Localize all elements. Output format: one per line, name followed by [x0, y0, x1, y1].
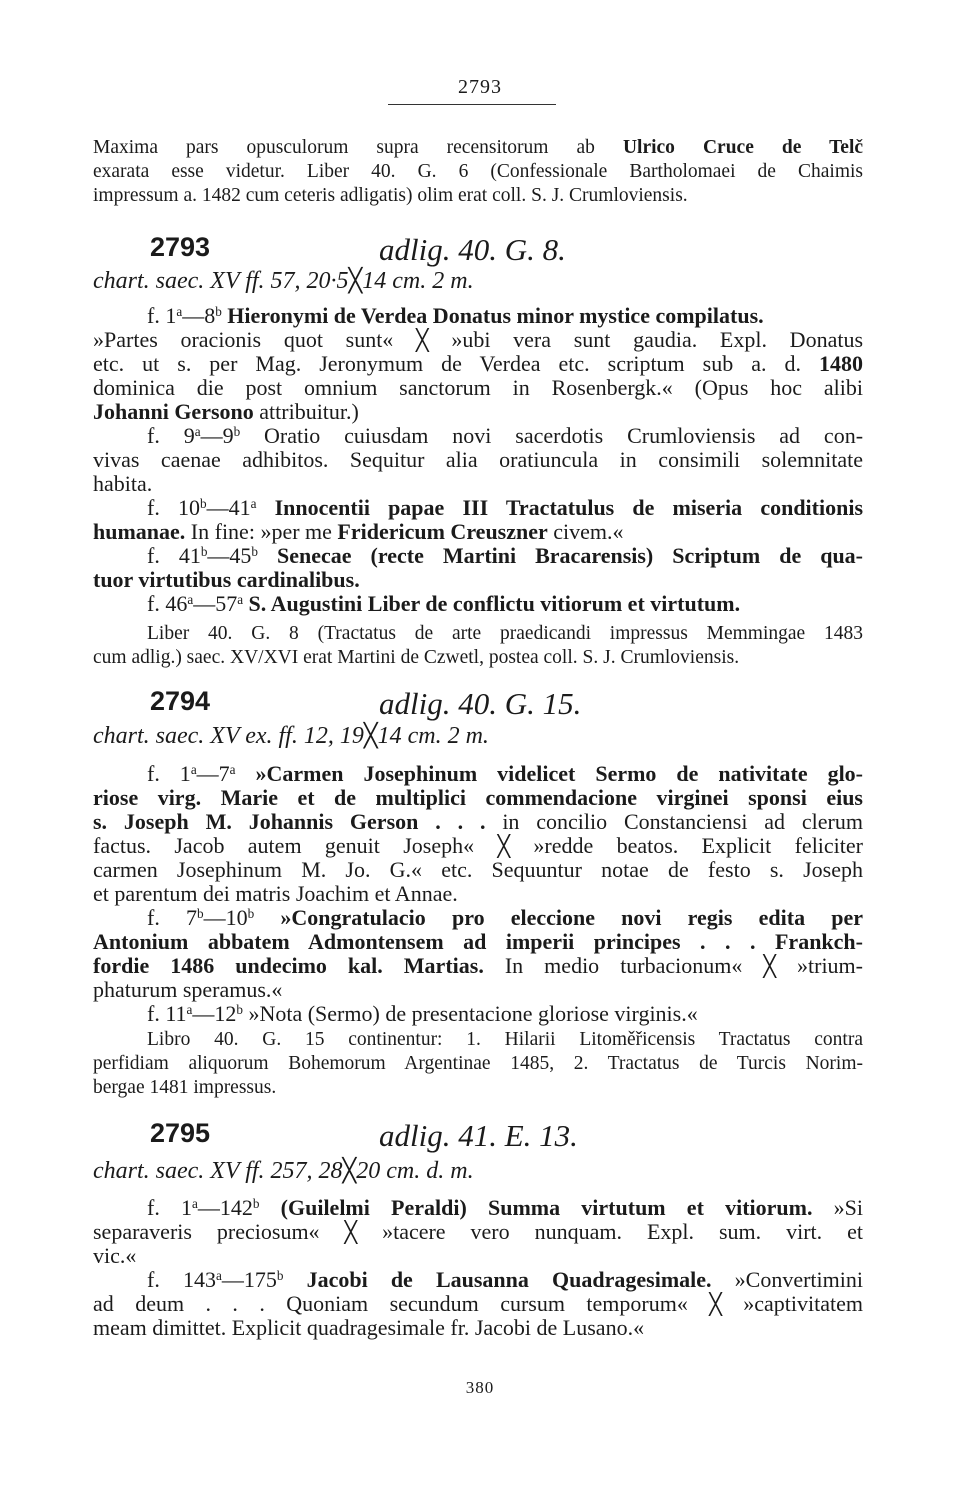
entry-body-2795 [93, 1196, 863, 1340]
text-line: Libro 40. G. 15 continentur: 1. Hilarii Litoměřicensis Tractatus contra [147, 1029, 863, 1050]
text-line: f. 143$^a$—175$^b$ Jacobi de Lausanna Quadragesimale. »Convertimini [147, 1268, 863, 1292]
text-line: etc. ut s. per Mag. Jeronymum de Verdea etc. scriptum sub a. d. 1480 [93, 352, 863, 376]
header-rule [388, 104, 556, 105]
text-line: Johanni Gersono attribuitur.) [93, 400, 359, 424]
text-line: humanae. In fine: »per me Fridericum Creuszner civem.« [93, 520, 624, 544]
entry-body-2794 [93, 762, 863, 1026]
entry-number: 2794 [150, 686, 211, 716]
text-line: impressum a. 1482 cum ceteris adligatis) olim erat coll. S. J. Crumloviensis. [93, 185, 688, 206]
omission-cross-icon: ╳ [416, 328, 429, 352]
entry-note-2793 [93, 622, 863, 670]
text-line: f. 11$^a$—12$^b$ »Nota (Sermo) de presentacione gloriose virginis.« [147, 1002, 698, 1026]
physical-description: chart. saec. XV ff. 257, 28╳20 cm. d. m. [93, 1158, 474, 1184]
omission-cross-icon: ╳ [709, 1292, 722, 1316]
text-line: dominica die post omnium sanctorum in Rosenbergk.« (Opus hoc alibi [93, 376, 863, 400]
text-line: bergae 1481 impressus. [93, 1077, 277, 1098]
text-line: separaveris preciosum« ╳ »tacere vero nunquam. Expl. sum. virt. et [93, 1220, 863, 1244]
physical-description: chart. saec. XV ex. ff. 12, 19╳14 cm. 2 m. [93, 723, 489, 749]
text-line: riose virg. Marie et de multiplici commendacione virginei sponsi eius [93, 786, 863, 810]
dimension-cross-icon: ╳ [363, 723, 378, 749]
omission-cross-icon: ╳ [763, 954, 776, 978]
text-line: perfidiam aliquorum Bohemorum Argentinae 1485, 2. Tractatus de Turcis Norim- [93, 1053, 863, 1074]
text-line: exarata esse videtur. Liber 40. G. 6 (Confessionale Bartholomaei de Chaimis [93, 161, 863, 182]
text-line: cum adlig.) saec. XV/XVI erat Martini de Czwetl, postea coll. S. J. Crumloviensis. [93, 647, 740, 668]
entry-note-2794 [93, 1028, 863, 1100]
text-line: tuor virtutibus cardinalibus. [93, 568, 360, 592]
text-line: f. 1$^a$—8$^b$ Hieronymi de Verdea Donatus minor mystice compilatus. [147, 304, 764, 328]
folio-number: 380 [465, 1378, 495, 1397]
running-head: 2793 [458, 76, 502, 98]
entry-number: 2793 [150, 232, 211, 262]
dimension-cross-icon: ╳ [348, 268, 363, 294]
text-line: factus. Jacob autem genuit Joseph« ╳ »redde beatos. Explicit feliciter [93, 834, 863, 858]
shelfmark: adlig. 40. G. 8. [379, 232, 566, 267]
shelfmark: adlig. 41. E. 13. [379, 1118, 578, 1153]
text-line: f. 46$^a$—57$^a$ S. Augustini Liber de conflictu vitiorum et virtutum. [147, 592, 741, 616]
text-line: ad deum . . . Quoniam secundum cursum temporum« ╳ »captivitatem [93, 1292, 863, 1316]
entry-heading-2795 [93, 1118, 863, 1158]
text-line: s. Joseph M. Johannis Gerson . . . in concilio Constanciensi ad clerum [93, 810, 863, 834]
text-line: Maxima pars opusculorum supra recensitorum ab Ulrico Cruce de Telč [93, 137, 863, 158]
text-line: vivas caenae adhibitos. Sequitur alia oratiuncula in consimili solemnitate [93, 448, 863, 472]
text-line: meam dimittet. Explicit quadragesimale fr. Jacobi de Lusano.« [93, 1316, 645, 1340]
omission-cross-icon: ╳ [344, 1220, 358, 1244]
text-line: Liber 40. G. 8 (Tractatus de arte praedicandi impressus Memmingae 1483 [147, 623, 863, 644]
text-line: f. 7$^b$—10$^b$ »Congratulacio pro eleccione novi regis edita per [147, 906, 863, 930]
omission-cross-icon: ╳ [497, 834, 511, 858]
text-line: et parentum dei matris Joachim et Annae. [93, 882, 458, 906]
text-line: f. 10$^b$—41$^a$ Innocentii papae III Tractatulus de miseria conditionis [147, 496, 863, 520]
text-line: habita. [93, 472, 153, 496]
entry-heading-2794 [93, 686, 863, 726]
text-line: »Partes oracionis quot sunt« ╳ »ubi vera sunt gaudia. Expl. Donatus [93, 328, 863, 352]
text-line: f. 1$^a$—142$^b$ (Guilelmi Peraldi) Summa virtutum et vitiorum. »Si [147, 1196, 863, 1220]
text-line: carmen Josephinum M. Jo. G.« etc. Sequuntur notae de festo s. Joseph [93, 858, 863, 882]
text-line: f. 1$^a$—7$^a$ »Carmen Josephinum videlicet Sermo de nativitate glo- [147, 762, 863, 786]
text-line: phaturum speramus.« [93, 978, 283, 1002]
text-line: fordie 1486 undecimo kal. Martias. In medio turbacionum« ╳ »trium- [93, 954, 863, 978]
entry-number: 2795 [150, 1118, 211, 1148]
text-line: f. 41$^b$—45$^b$ Senecae (recte Martini Bracarensis) Scriptum de qua- [147, 544, 863, 568]
text-line: Antonium abbatem Admontensem ad imperii principes . . . Frankch- [93, 930, 863, 954]
intro-paragraph [93, 136, 863, 208]
entry-body-2793 [93, 304, 863, 616]
text-line: f. 9$^a$—9$^b$ Oratio cuiusdam novi sacerdotis Crumloviensis ad con- [147, 424, 863, 448]
shelfmark: adlig. 40. G. 15. [379, 686, 582, 721]
physical-description: chart. saec. XV ff. 57, 20·5╳14 cm. 2 m. [93, 268, 474, 294]
entry-heading-2793 [93, 232, 863, 272]
text-line: vic.« [93, 1244, 137, 1268]
dimension-cross-icon: ╳ [342, 1158, 357, 1184]
